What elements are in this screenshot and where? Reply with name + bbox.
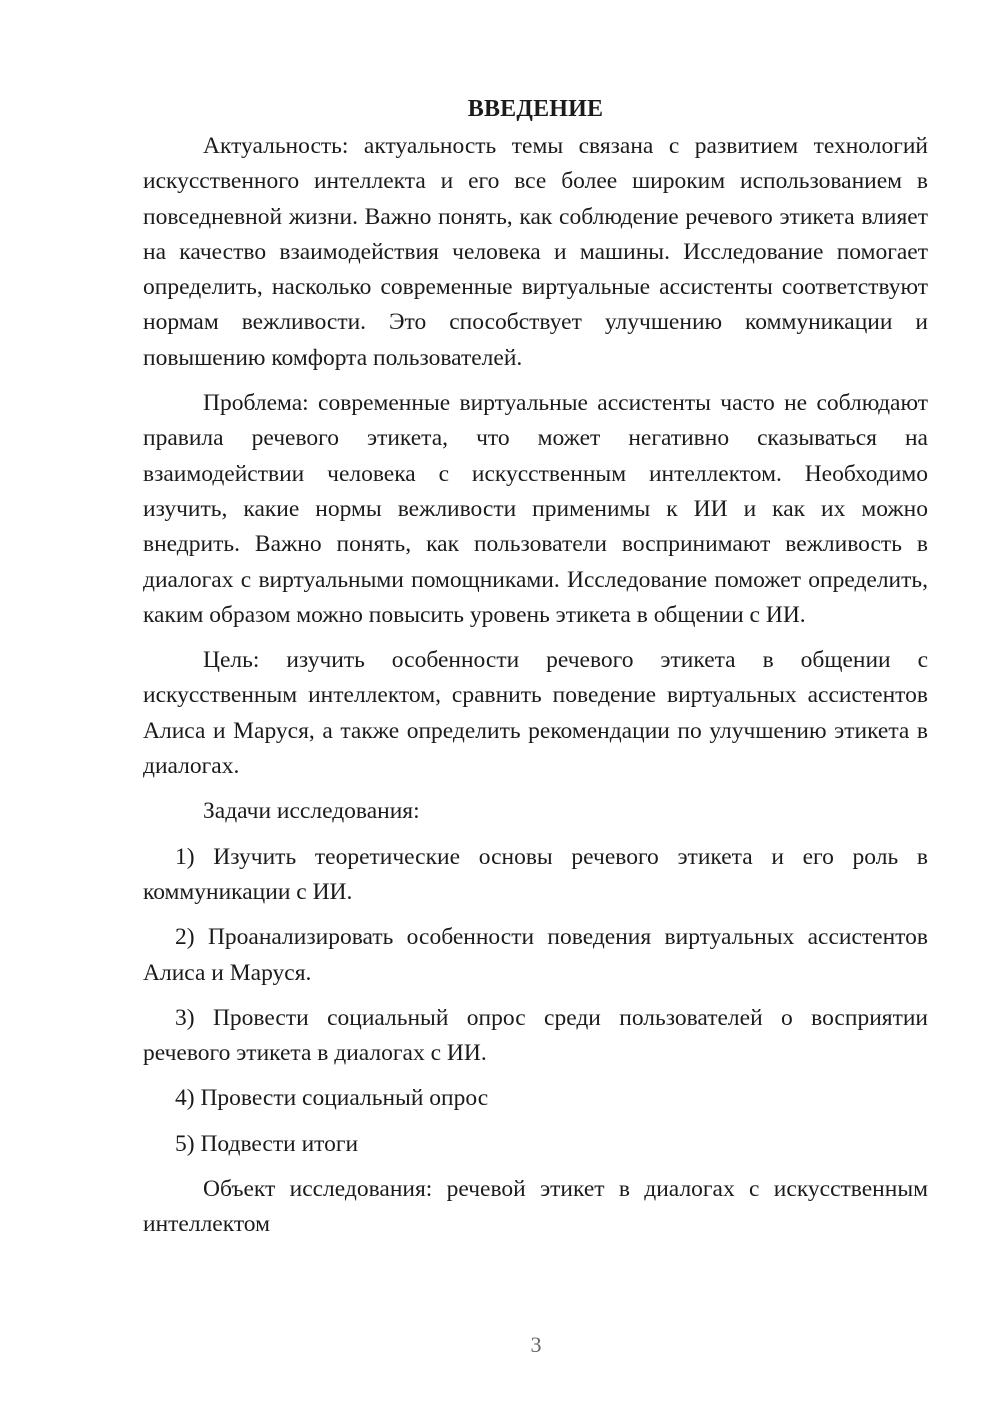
- task-item-2: 2) Проанализировать особенности поведения виртуальных ассистентов Алиса и Маруся.: [143, 924, 928, 986]
- tasks-heading: Задачи исследования:: [203, 798, 420, 825]
- task-item-4: 4) Провести социальный опрос: [175, 1085, 489, 1112]
- document-page: [143, 92, 928, 1253]
- task-item-1: 1) Изучить теоретические основы речевого этикета и его роль в коммуникации с ИИ.: [143, 843, 928, 905]
- task-item-5: 5) Подвести итоги: [175, 1130, 359, 1157]
- task-item-3: 3) Провести социальный опрос среди пользователей о восприятии речевого этикета в диалогах с ИИ.: [143, 1004, 928, 1067]
- goal-paragraph: Цель: изучить особенности речевого этикета в общении с искусственным интеллектом, сравнить поведение виртуальных ассистентов Алиса и Маруся, а также определить рекомендации по улучшению этикета в диалогах.: [143, 647, 928, 780]
- relevance-paragraph: Актуальность: актуальность темы связана с развитием технологий искусственного интеллекта и его все более широким использованием в повседневной жизни. Важно понять, как соблюдение речевого этикета влияет на качество взаимодействия человека и машины. Исследование помогает определить, насколько современные виртуальные ассистенты соответствуют нормам вежливости. Это способствует улучшению коммуникации и повышению комфорта пользователей.: [143, 133, 928, 371]
- object-paragraph: Объект исследования: речевой этикет в диалогах с искусственным интеллектом: [143, 1176, 928, 1238]
- problem-paragraph: Проблема: современные виртуальные ассистенты часто не соблюдают правила речевого этикета, что может негативно сказываться на взаимодействии человека с искусственным интеллектом. Необходимо изучить, какие нормы вежливости применимы к ИИ и как их можно внедрить. Важно понять, как пользователи воспринимают вежливость в диалогах с виртуальными помощниками. Исследование поможет определить, каким образом можно повысить уровень этикета в общении с ИИ.: [143, 390, 928, 628]
- page-number: 3: [530, 1332, 542, 1357]
- section-title: ВВЕДЕНИЕ: [467, 96, 604, 122]
